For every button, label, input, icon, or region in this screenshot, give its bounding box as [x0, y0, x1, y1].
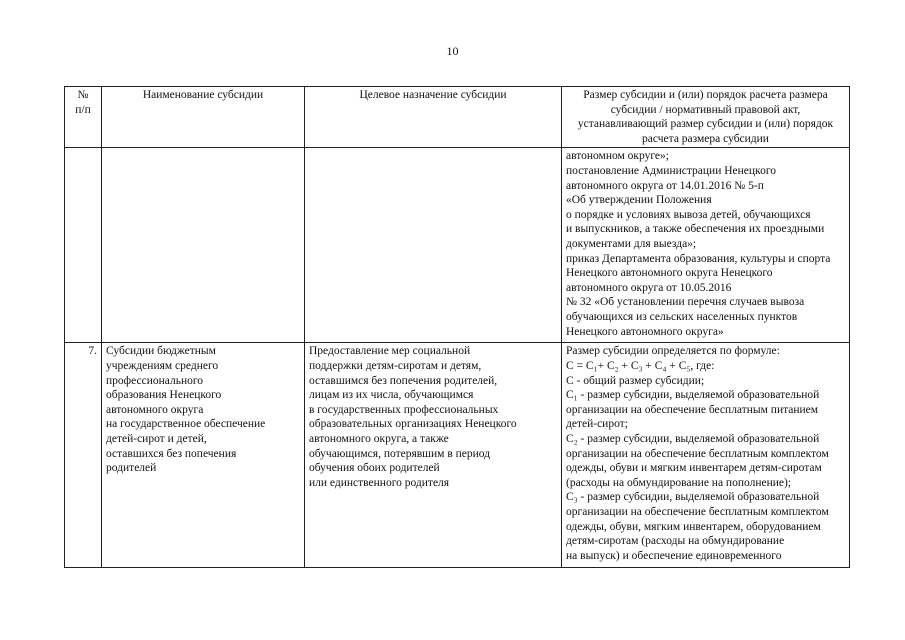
- size-text-line: Размер субсидии определяется по формуле:: [566, 345, 780, 358]
- header-num: [65, 87, 102, 148]
- header-size-line: устанавливающий размер субсидии и (или) порядок: [577, 118, 834, 131]
- row-number: 7.: [65, 343, 102, 568]
- header-size: [562, 87, 850, 148]
- header-num-line: №: [77, 89, 89, 101]
- size-text-line: одежды, обуви, мягким инвентарем, оборудованием: [566, 520, 821, 533]
- table-row-continuation: [65, 148, 850, 343]
- subsidy-size-cell: [562, 343, 850, 568]
- size-text-line: приказ Департамента образования, культуры и спорта: [566, 252, 831, 265]
- purpose-text-line: поддержки детям-сиротам и детям,: [309, 359, 482, 372]
- cont-num-cell: [65, 148, 102, 343]
- header-size-line: субсидии / нормативный правовой акт,: [610, 103, 801, 116]
- table-header-row: [65, 87, 850, 148]
- size-text-line: детей-сирот;: [566, 418, 628, 431]
- purpose-text-line: в государственных профессиональных: [309, 403, 499, 416]
- header-size-line: Размер субсидии и (или) порядок расчета размера: [583, 89, 828, 101]
- size-text-line: о порядке и условиях вывоза детей, обучающихся: [566, 208, 811, 221]
- subsidy-purpose-cell: [305, 343, 562, 568]
- name-text-line: Субсидии бюджетным: [106, 345, 216, 358]
- name-text-line: на государственное обеспечение: [106, 418, 266, 431]
- size-text-line: автономном округе»;: [566, 150, 669, 163]
- table-row-7: [65, 343, 850, 568]
- subsidy-name-cell: [102, 343, 305, 568]
- header-num-line: п/п: [75, 103, 91, 116]
- header-size-line: расчета размера субсидии: [642, 132, 769, 145]
- purpose-text-line: обучения обоих родителей: [309, 462, 440, 475]
- purpose-text-line: образовательных организациях Ненецкого: [309, 418, 517, 431]
- size-text-line: «Об утверждении Положения: [566, 194, 712, 207]
- size-text-line: организации на обеспечение бесплатным комплектом: [566, 505, 829, 518]
- size-text-line: организации на обеспечение бесплатным комплектом: [566, 447, 829, 460]
- cont-name-cell: [102, 148, 305, 343]
- size-text-line: организации на обеспечение бесплатным питанием: [566, 403, 819, 416]
- size-text-line: документами для выезда»;: [566, 237, 697, 250]
- purpose-text-line: оставшимся без попечения родителей,: [309, 374, 498, 387]
- header-purpose: [305, 87, 562, 148]
- size-text-line: детям-сиротам (расходы на обмундирование: [566, 535, 785, 548]
- size-text-line: Ненецкого автономного округа»: [566, 325, 724, 338]
- size-text-line: Ненецкого автономного округа Ненецкого: [566, 267, 773, 280]
- size-text-line: C₃ - размер субсидии, выделяемой образовательной: [566, 491, 820, 504]
- header-name-line: Наименование субсидии: [142, 89, 264, 101]
- name-text-line: детей-сирот и детей,: [106, 432, 207, 445]
- name-text-line: профессионального: [106, 374, 204, 387]
- size-text-line: постановление Администрации Ненецкого: [566, 164, 776, 177]
- size-text-line: C₁ - размер субсидии, выделяемой образовательной: [566, 389, 820, 402]
- size-text-line: C₂ - размер субсидии, выделяемой образовательной: [566, 432, 820, 445]
- page-number: 10: [446, 44, 459, 58]
- name-text-line: образования Ненецкого: [106, 389, 222, 402]
- size-text-line: одежды, обуви и мягким инвентарем детям-сиротам: [566, 462, 822, 475]
- purpose-text-line: обучающимся, потерявшим в период: [309, 447, 491, 460]
- cont-purpose-cell: [305, 148, 562, 343]
- name-text-line: родителей: [106, 462, 157, 475]
- purpose-text-line: автономного округа, а также: [309, 432, 449, 445]
- subsidy-table: [64, 86, 850, 568]
- size-text-line: C - общий размер субсидии;: [566, 374, 705, 387]
- formula-line: C = C₁+ C₂ + C₃ + C₄ + C₅, где:: [566, 359, 715, 372]
- purpose-text-line: или единственного родителя: [309, 476, 450, 489]
- size-text-line: № 32 «Об установлении перечня случаев вывоза: [566, 296, 805, 309]
- size-text-line: на выпуск) и обеспечение единовременного: [566, 549, 782, 562]
- name-text-line: автономного округа: [106, 403, 204, 416]
- size-text-line: автономного округа от 14.01.2016 № 5-п: [566, 179, 764, 192]
- purpose-text-line: лицам из их числа, обучающимся: [309, 389, 474, 402]
- name-text-line: оставшихся без попечения: [106, 447, 237, 460]
- size-text-line: и выпускников, а также обеспечения их проездными: [566, 223, 825, 236]
- header-purpose-line: Целевое назначение субсидии: [359, 89, 507, 101]
- purpose-text-line: Предоставление мер социальной: [309, 345, 471, 358]
- size-text-line: обучающихся из сельских населенных пунктов: [566, 310, 798, 323]
- name-text-line: учреждениям среднего: [106, 359, 219, 372]
- header-name: [102, 87, 305, 148]
- cont-size-cell: [562, 148, 850, 343]
- size-text-line: (расходы на обмундирование на пополнение);: [566, 476, 792, 489]
- size-text-line: автономного округа от 10.05.2016: [566, 281, 732, 294]
